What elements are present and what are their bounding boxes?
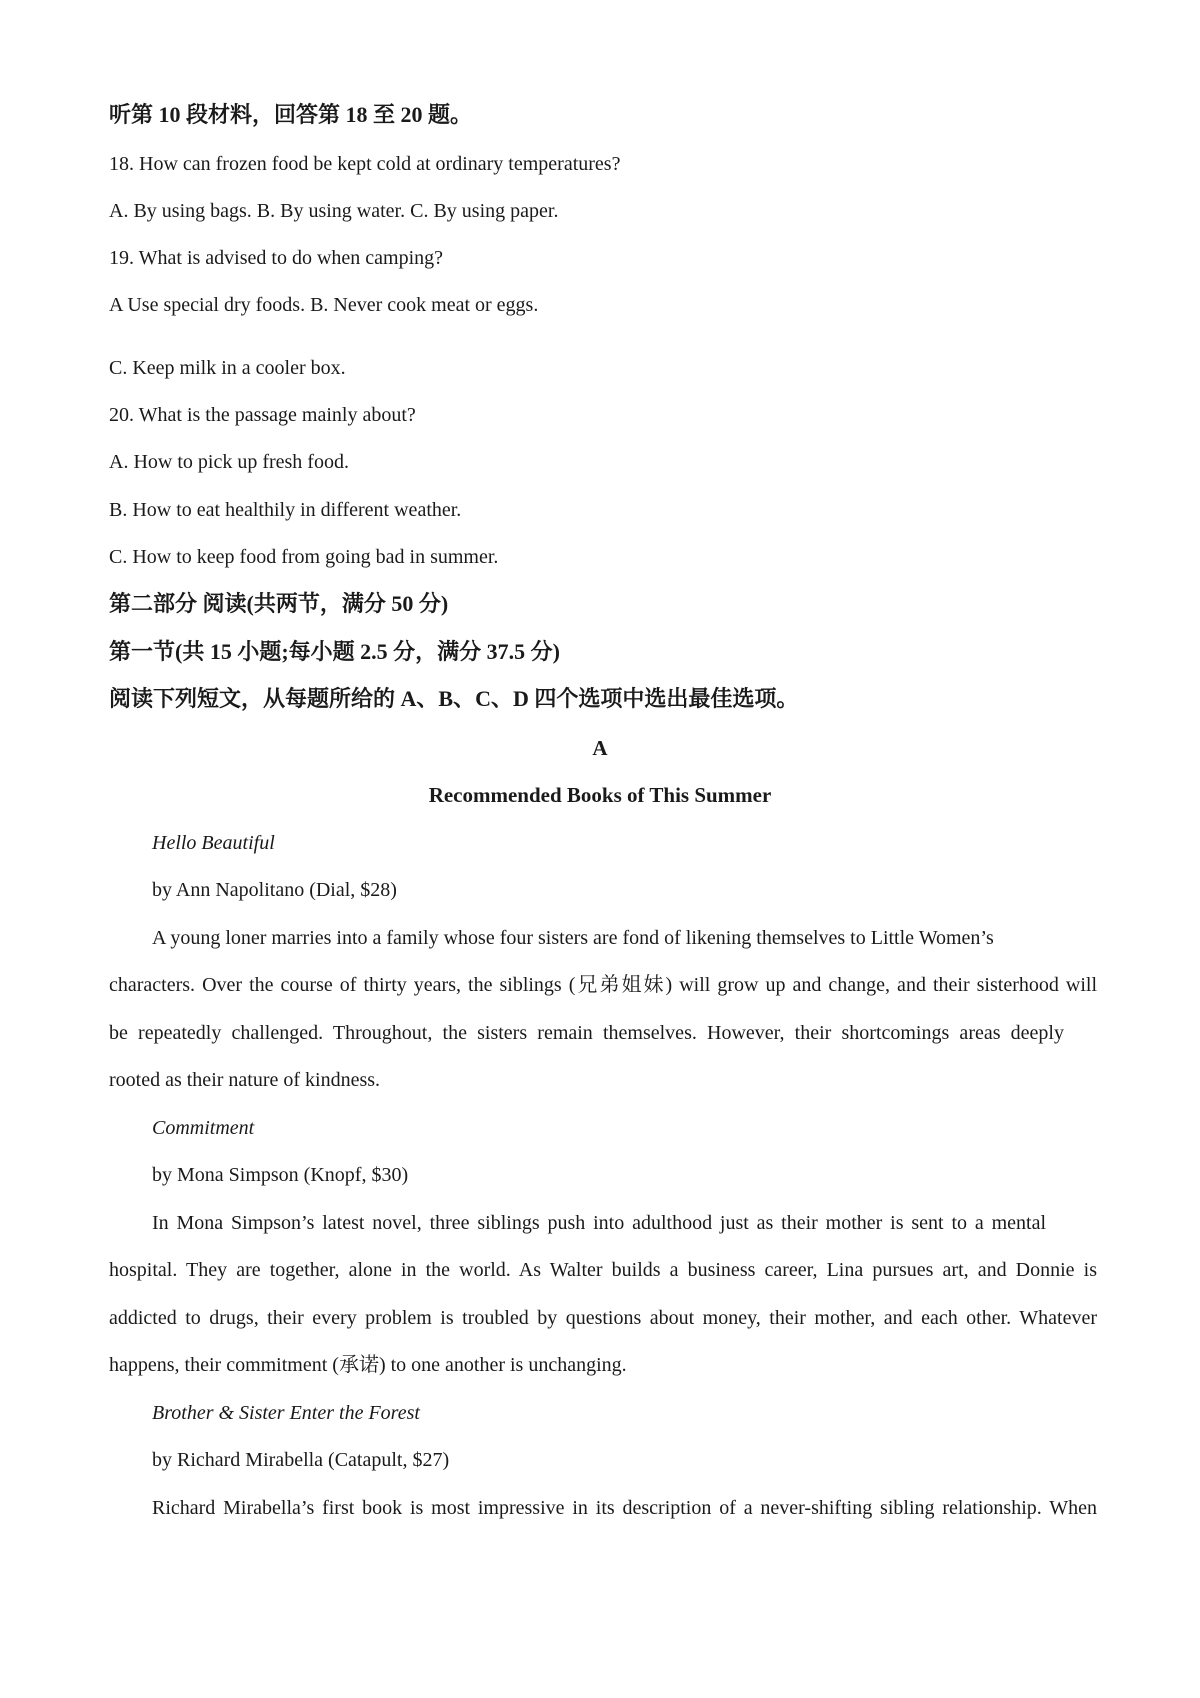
question-19-option-c: C. Keep milk in a cooler box.: [109, 357, 346, 379]
question-20-option-a: A. How to pick up fresh food.: [109, 451, 349, 473]
listening-heading: 听第 10 段材料，回答第 18 至 20 题。: [109, 102, 473, 127]
book-2-line-4: happens, their commitment (承诺) to one another is unchanging.: [109, 1354, 627, 1376]
question-20-option-b: B. How to eat healthily in different weather.: [109, 499, 462, 521]
question-20: 20. What is the passage mainly about?: [109, 404, 416, 426]
passage-title: Recommended Books of This Summer: [428, 783, 772, 807]
question-19: 19. What is advised to do when camping?: [109, 247, 444, 269]
question-20-option-c: C. How to keep food from going bad in summer.: [109, 546, 499, 568]
book-2-line-1: In Mona Simpson’s latest novel, three siblings push into adulthood just as their mother is sent to a mental: [152, 1212, 1046, 1234]
question-18-options: A. By using bags. B. By using water. C. By using paper.: [109, 200, 559, 222]
book-3-byline: by Richard Mirabella (Catapult, $27): [152, 1449, 450, 1471]
book-1-byline: by Ann Napolitano (Dial, $28): [152, 879, 397, 901]
reading-part-heading: 第二部分 阅读(共两节，满分 50 分): [109, 591, 449, 616]
book-2-line-3: addicted to drugs, their every problem is troubled by questions about money, their mother, and each other. Whatever: [109, 1307, 1097, 1329]
book-3-title: Brother & Sister Enter the Forest: [152, 1402, 420, 1424]
book-1-title: Hello Beautiful: [152, 832, 275, 854]
book-1-line-3: be repeatedly challenged. Throughout, the sisters remain themselves. However, their shortcomings areas deeply: [109, 1022, 1064, 1044]
book-1-line-1: A young loner marries into a family whose four sisters are fond of likening themselves to Little Women’s: [152, 927, 994, 949]
book-2-byline: by Mona Simpson (Knopf, $30): [152, 1164, 409, 1186]
reading-section-heading: 第一节(共 15 小题;每小题 2.5 分，满分 37.5 分): [109, 639, 560, 664]
passage-letter: A: [592, 736, 608, 760]
book-2-title: Commitment: [152, 1117, 255, 1139]
book-1-line-2: characters. Over the course of thirty years, the siblings (兄弟姐妹) will grow up and change, and their sisterhood will: [109, 974, 1097, 996]
book-1-line-4: rooted as their nature of kindness.: [109, 1069, 381, 1091]
reading-instruction: 阅读下列短文，从每题所给的 A、B、C、D 四个选项中选出最佳选项。: [109, 686, 799, 711]
book-2-line-2: hospital. They are together, alone in the world. As Walter builds a business career, Lina pursues art, and Donnie is: [109, 1259, 1097, 1281]
question-18: 18. How can frozen food be kept cold at ordinary temperatures?: [109, 153, 621, 175]
book-3-line-1: Richard Mirabella’s first book is most impressive in its description of a never-shifting sibling relationship. When: [152, 1497, 1097, 1519]
question-19-options-ab: A Use special dry foods. B. Never cook meat or eggs.: [109, 294, 539, 316]
